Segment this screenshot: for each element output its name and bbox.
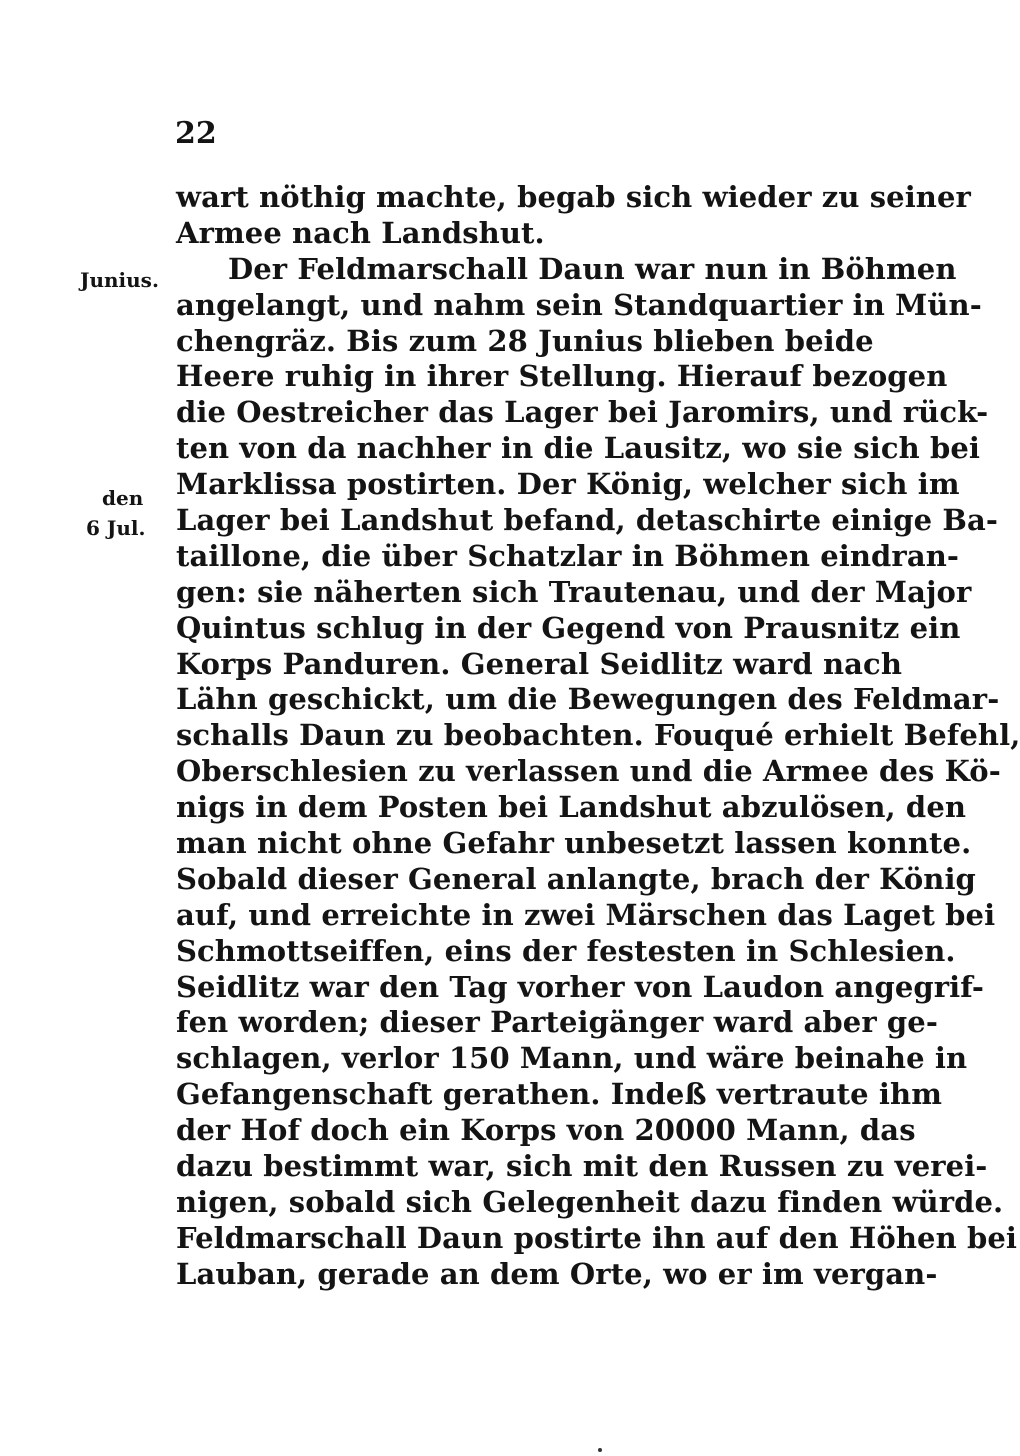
text-line: auf, und erreichte in zwei Märschen das Laget bei bbox=[176, 897, 996, 932]
text-line: dazu bestimmt war, sich mit den Russen zu verei- bbox=[176, 1149, 988, 1184]
margin-note-date: 6 Jul. bbox=[86, 516, 146, 540]
text-line: nigen, sobald sich Gelegenheit dazu finden würde. bbox=[176, 1184, 1004, 1219]
text-line: Schmottseiffen, eins der festesten in Schlesien. bbox=[176, 933, 956, 968]
text-line: Der Feldmarschall Daun war nun in Böhmen bbox=[228, 251, 957, 286]
text-line: Feldmarschall Daun postirte ihn auf den Höhen bei bbox=[176, 1220, 1018, 1255]
text-line: Seidlitz war den Tag vorher von Laudon angegrif- bbox=[176, 969, 984, 1004]
text-line: fen worden; dieser Parteigänger ward aber ge- bbox=[176, 1005, 938, 1040]
text-line: schalls Daun zu beobachten. Fouqué erhielt Befehl, bbox=[176, 718, 1020, 753]
text-line: schlagen, verlor 150 Mann, und wäre beinahe in bbox=[176, 1041, 968, 1076]
text-line: Heere ruhig in ihrer Stellung. Hierauf bezogen bbox=[176, 359, 948, 394]
text-line: Quintus schlug in der Gegend von Prausnitz ein bbox=[176, 610, 961, 645]
body-text bbox=[176, 180, 1020, 1293]
text-line: Korps Panduren. General Seidlitz ward nach bbox=[176, 646, 902, 681]
text-line: wart nöthig machte, begab sich wieder zu seiner bbox=[176, 180, 971, 214]
text-line: Gefangenschaft gerathen. Indeß vertraute ihm bbox=[176, 1077, 942, 1112]
text-line: gen: sie näherten sich Trautenau, und der Major bbox=[176, 574, 972, 609]
text-line: Lauban, gerade an dem Orte, wo er im vergan- bbox=[176, 1256, 938, 1291]
text-line: Sobald dieser General anlangte, brach der König bbox=[176, 861, 976, 896]
text-line: Lähn geschickt, um die Bewegungen des Feldmar- bbox=[176, 682, 1000, 717]
text-line: Lager bei Landshut befand, detaschirte einige Ba- bbox=[176, 503, 999, 538]
text-line: die Oestreicher das Lager bei Jaromirs, und rück- bbox=[176, 395, 989, 430]
text-line: Armee nach Landshut. bbox=[176, 215, 545, 250]
text-line: Oberschlesien zu verlassen und die Armee des Kö- bbox=[176, 754, 1001, 789]
page-number: 22 bbox=[175, 116, 217, 151]
text-line: der Hof doch ein Korps von 20000 Mann, das bbox=[176, 1113, 916, 1148]
text-line: man nicht ohne Gefahr unbesetzt lassen konnte. bbox=[176, 826, 972, 861]
print-speck bbox=[598, 1448, 602, 1452]
margin-note-junius: Junius. bbox=[80, 268, 159, 292]
text-line: chengräz. Bis zum 28 Junius blieben beide bbox=[176, 323, 874, 358]
margin-note-den: den bbox=[102, 486, 144, 510]
text-line: angelangt, und nahm sein Standquartier in Mün- bbox=[176, 287, 982, 322]
text-line: Marklissa postirten. Der König, welcher sich im bbox=[176, 467, 960, 502]
text-line: ten von da nachher in die Lausitz, wo sie sich bei bbox=[176, 431, 981, 466]
text-line: nigs in dem Posten bei Landshut abzulösen, den bbox=[176, 790, 967, 825]
text-line: taillone, die über Schatzlar in Böhmen eindran- bbox=[176, 538, 960, 573]
